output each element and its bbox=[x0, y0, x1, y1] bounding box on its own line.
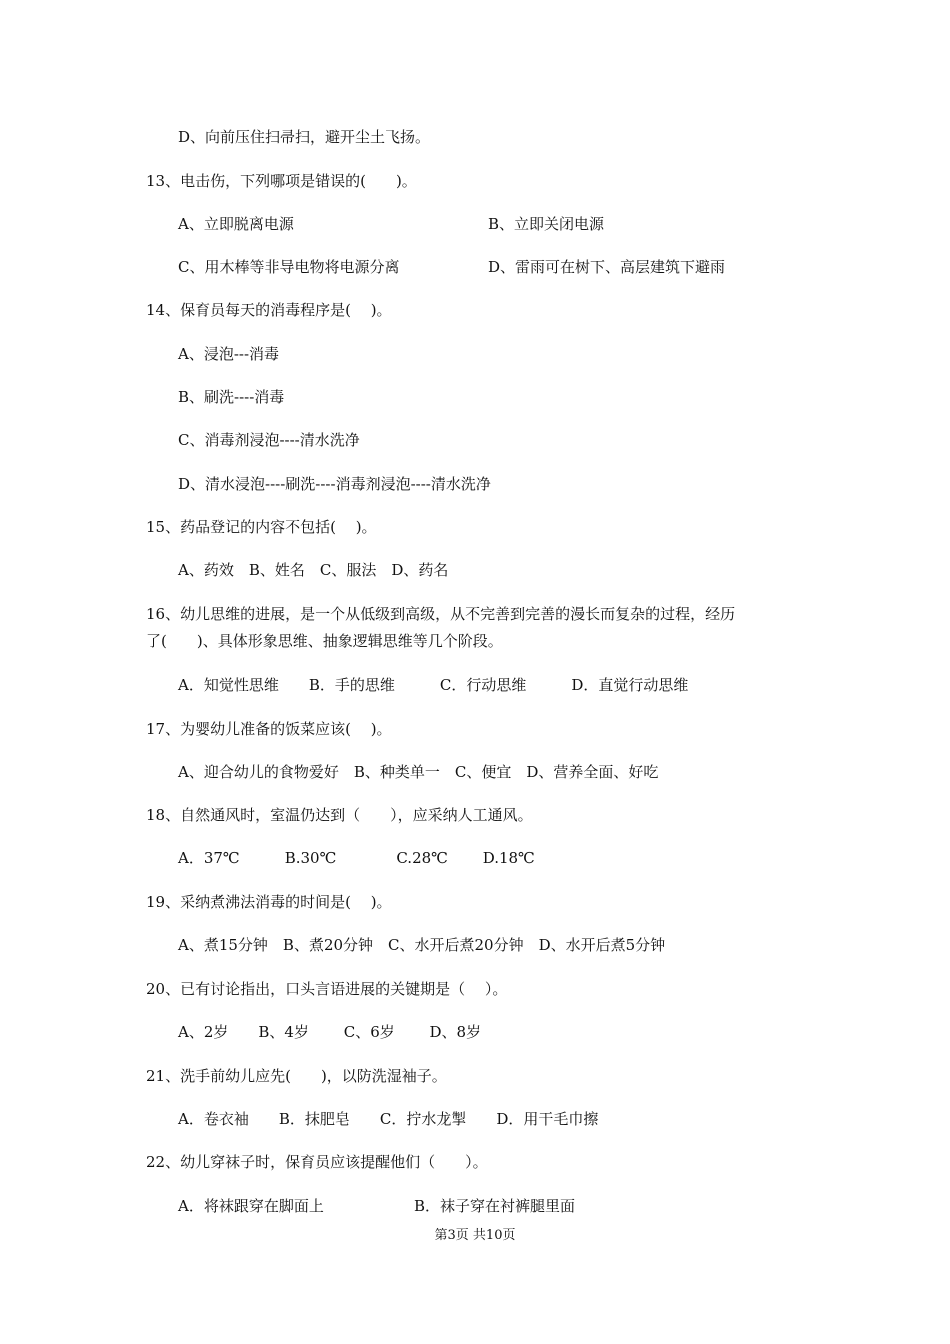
q21-options: A．卷衣袖 B．抹肥皂 C．拧水龙掣 D．用干毛巾擦 bbox=[178, 1110, 599, 1128]
q19-options: A、煮15分钟 B、煮20分钟 C、水开后煮20分钟 D、水开后煮5分钟 bbox=[178, 936, 666, 954]
q13-option-d: D、雷雨可在树下、高层建筑下避雨 bbox=[488, 258, 726, 276]
q13-option-c: C、用木棒等非导电物将电源分离 bbox=[178, 258, 400, 276]
q14-option-b: B、刷洗----消毒 bbox=[178, 388, 285, 406]
q17-options: A、迎合幼儿的食物爱好 B、种类单一 C、便宜 D、营养全面、好吃 bbox=[178, 763, 659, 781]
question-21: 21、洗手前幼儿应先( )，以防洗湿袖子。 bbox=[146, 1067, 447, 1085]
q18-options: A．37℃ B.30℃ C.28℃ D.18℃ bbox=[178, 849, 535, 867]
q22-option-a: A．将袜跟穿在脚面上 bbox=[178, 1197, 324, 1215]
question-17: 17、为婴幼儿准备的饭菜应该( )。 bbox=[146, 720, 392, 738]
question-16-line-2: 了( )、具体形象思维、抽象逻辑思维等几个阶段。 bbox=[146, 632, 503, 650]
q22-option-b: B．袜子穿在衬裤腿里面 bbox=[414, 1197, 576, 1215]
question-18: 18、自然通风时，室温仍达到（ ），应采纳人工通风。 bbox=[146, 806, 533, 824]
question-14: 14、保育员每天的消毒程序是( )。 bbox=[146, 301, 392, 319]
q12-option-d: D、向前压住扫帚扫，避开尘土飞扬。 bbox=[178, 128, 431, 146]
question-15: 15、药品登记的内容不包括( )。 bbox=[146, 518, 377, 536]
q13-option-a: A、立即脱离电源 bbox=[178, 215, 294, 233]
question-13: 13、电击伤，下列哪项是错误的( )。 bbox=[146, 172, 417, 190]
page-footer: 第3页 共10页 bbox=[434, 1228, 516, 1243]
q14-option-a: A、浸泡---消毒 bbox=[178, 345, 280, 363]
q14-option-d: D、清水浸泡----刷洗----消毒剂浸泡----清水洗净 bbox=[178, 475, 491, 493]
q15-options: A、药效 B、姓名 C、服法 D、药名 bbox=[178, 561, 449, 579]
question-22: 22、幼儿穿袜子时，保育员应该提醒他们（ ）。 bbox=[146, 1153, 488, 1171]
q14-option-c: C、消毒剂浸泡----清水洗净 bbox=[178, 431, 360, 449]
q16-options: A．知觉性思维 B．手的思维 C．行动思维 D．直觉行动思维 bbox=[178, 676, 689, 694]
question-20: 20、已有讨论指出，口头言语进展的关键期是（ ）。 bbox=[146, 980, 508, 998]
q13-option-b: B、立即关闭电源 bbox=[488, 215, 605, 233]
question-16-line-1: 16、幼儿思维的进展，是一个从低级到高级，从不完善到完善的漫长而复杂的过程，经历 bbox=[146, 605, 736, 623]
q20-options: A、2岁 B、4岁 C、6岁 D、8岁 bbox=[178, 1023, 482, 1041]
question-19: 19、采纳煮沸法消毒的时间是( )。 bbox=[146, 893, 392, 911]
